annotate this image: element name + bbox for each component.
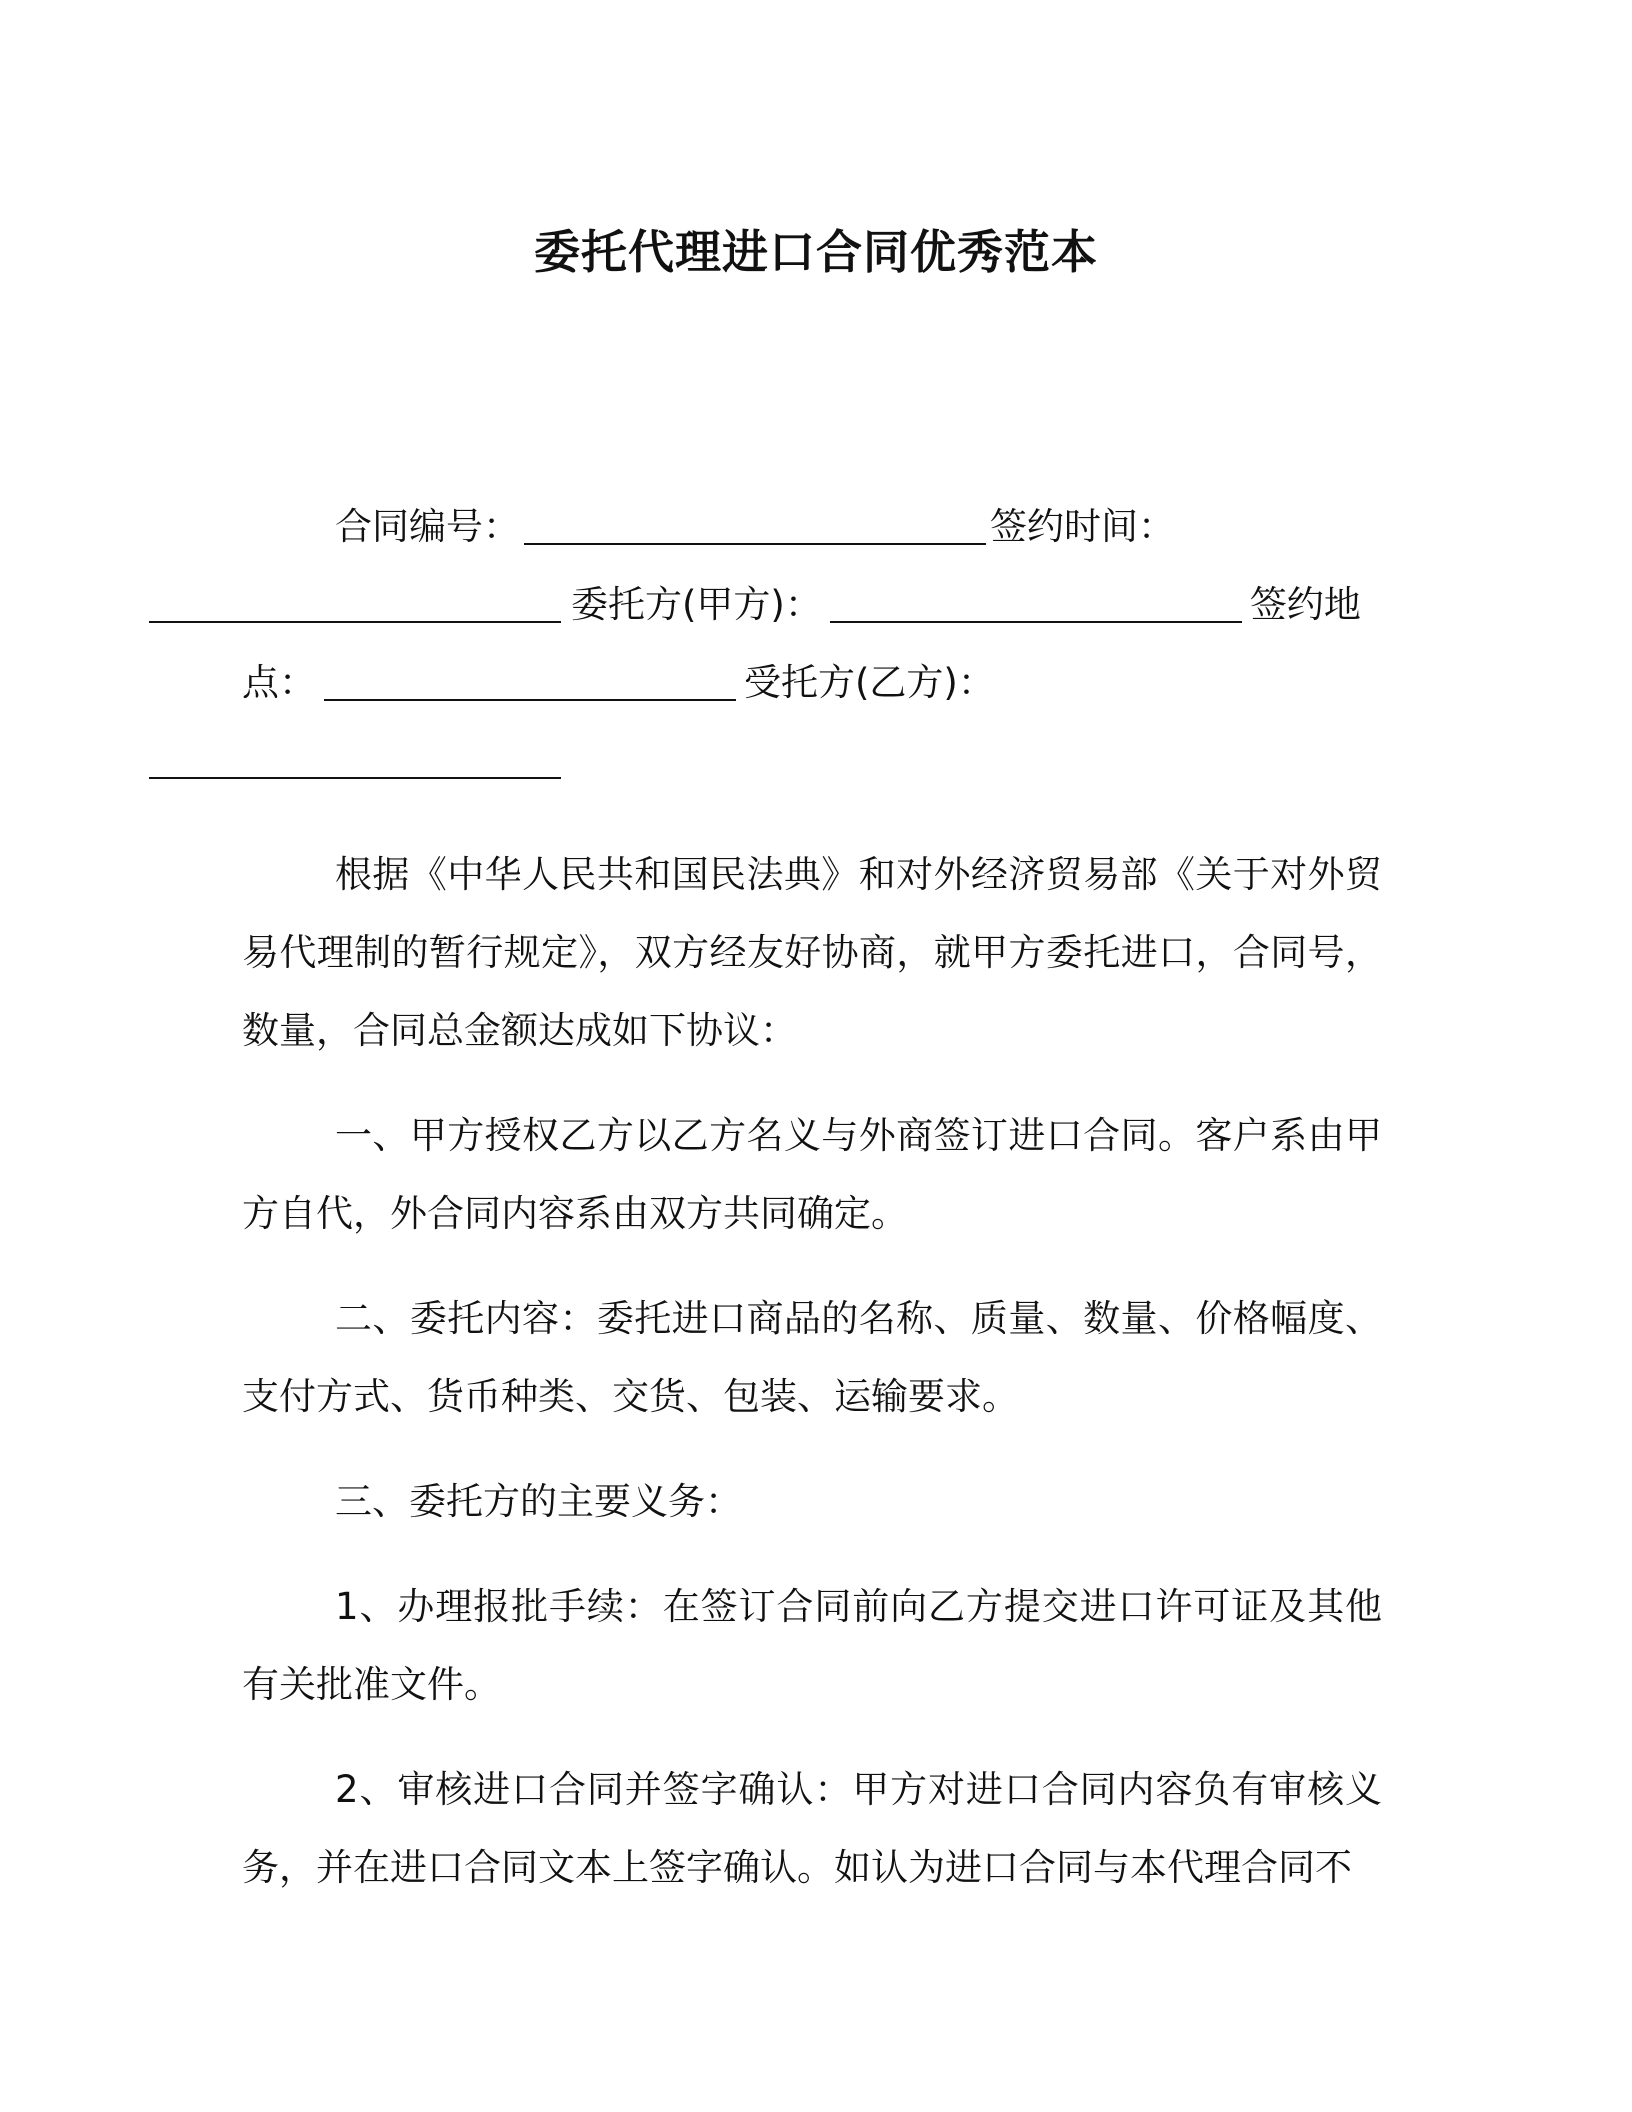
paragraph-preamble: 根据《中华人民共和国民法典》和对外经济贸易部《关于对外贸易代理制的暂行规定》，双方经友好协商，就甲方委托进口，合同号，数量，合同总金额达成如下协议： xyxy=(242,853,1382,1052)
party-a-blank xyxy=(830,591,1242,623)
party-b-blank xyxy=(149,747,561,779)
paragraph-clause-3-heading: 三、委托方的主要义务： xyxy=(335,1480,742,1523)
sign-time-blank xyxy=(149,591,561,623)
contract-header-fields xyxy=(242,488,1382,800)
paragraph-clause-3-item-1: 1、办理报批手续：在签订合同前向乙方提交进口许可证及其他有关批准文件。 xyxy=(242,1585,1382,1706)
document-title: 委托代理进口合同优秀范本 xyxy=(534,225,1098,279)
paragraph-clause-2: 二、委托内容：委托进口商品的名称、质量、数量、价格幅度、支付方式、货币种类、交货、包装、运输要求。 xyxy=(242,1297,1382,1418)
contract-no-blank xyxy=(524,513,986,545)
contract-no-label: 合同编号： xyxy=(335,505,520,548)
document-body xyxy=(242,488,1382,1934)
sign-place-label: 签约地点： xyxy=(242,583,1361,704)
party-b-label: 受托方(乙方)： xyxy=(744,661,995,704)
sign-time-label: 签约时间： xyxy=(990,505,1175,548)
paragraph-clause-1: 一、甲方授权乙方以乙方名义与外商签订进口合同。客户系由甲方自代，外合同内容系由双方共同确定。 xyxy=(242,1114,1382,1235)
sign-place-blank xyxy=(324,669,736,701)
paragraph-clause-3-item-2: 2、审核进口合同并签字确认：甲方对进口合同内容负有审核义务，并在进口合同文本上签字确认。如认为进口合同与本代理合同不 xyxy=(242,1768,1382,1889)
party-a-label: 委托方(甲方)： xyxy=(571,583,822,626)
section-gap xyxy=(242,800,1382,836)
